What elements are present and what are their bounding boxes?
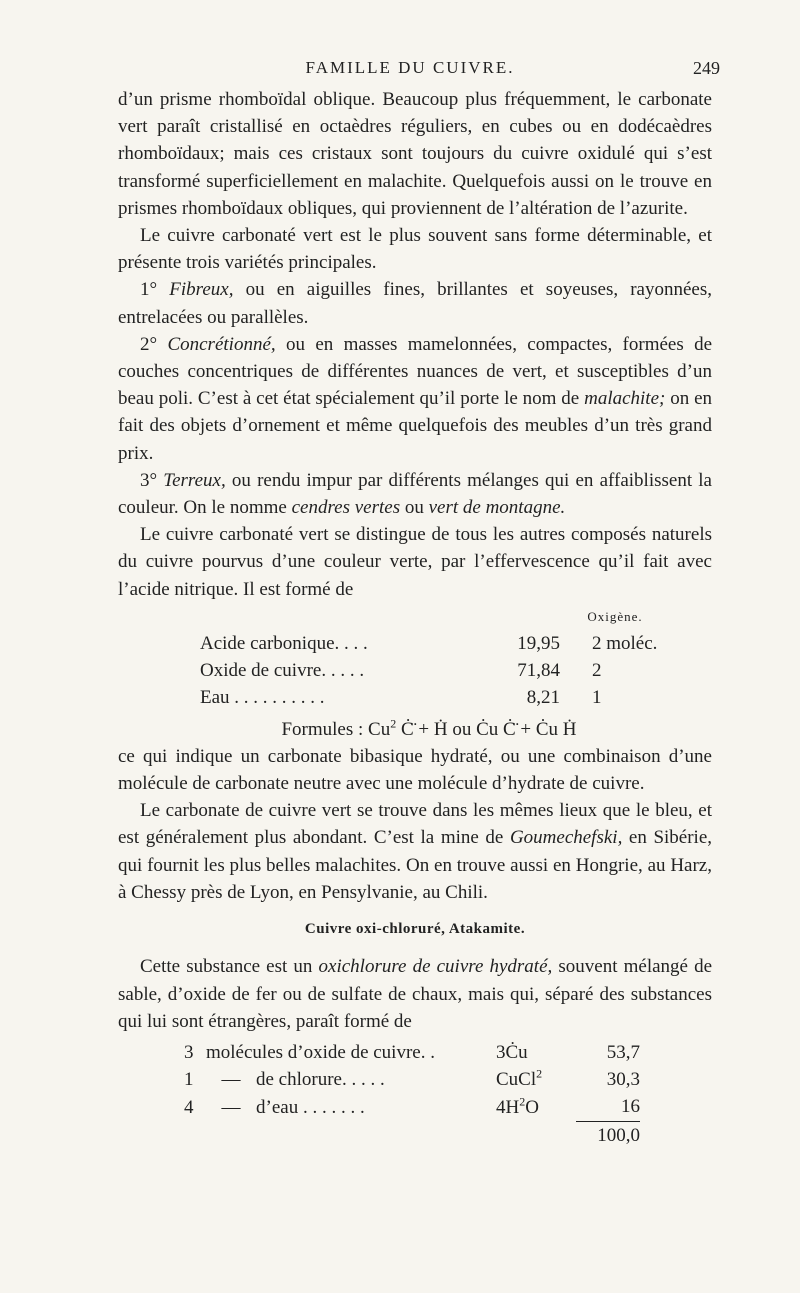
formula-1-superscript: 2 [390,716,397,731]
paragraph-atakamite [118,953,712,1035]
variety-term: Terreux, [163,469,226,491]
paragraph-localities [118,797,712,906]
variety-text: ou en masses mamelonnées, compactes, formées de couches concentriques de différentes nuances de vert, et susceptibles d’un beau poli. C’est à cet état spécialement qu’il porte le nom de [118,333,713,410]
table-row [184,1093,640,1121]
row-formula: CuCl$^2$ [496,1066,543,1091]
paragraph-terreux [118,467,712,521]
atakamite-term: oxichlorure de cuivre hydraté, [318,956,553,978]
component-oxygen: 2 moléc. [592,633,658,655]
variety-text: ou en aiguilles fines, brillantes et soyeuses, rayonnées, entrelacées ou parallèles. [118,279,713,328]
ditto-dash: — [221,1069,241,1091]
item-number: 1° [140,279,158,301]
malachite-term: malachite; [584,388,666,410]
component-oxygen: 2 [592,660,602,682]
formula-superscript: 2 [519,1094,526,1109]
localities-text: Le carbonate de cuivre vert se trouve dans les mêmes lieux que le bleu, et est généralement plus abondant. C’est la mine de [118,800,712,849]
page-number: 249 [693,58,720,78]
formula-superscript: 2 [536,1066,543,1081]
vert-de-montagne-term: vert de montagne. [428,497,566,519]
component-value: 8,21 [526,687,560,709]
total-row [184,1121,640,1149]
paragraph-fibreux [118,276,712,330]
running-title: FAMILLE DU CUIVRE. [305,58,515,77]
localities-text-continued: en Sibérie, qui fournit les plus belles malachites. On en trouve aussi en Hongrie, au Harz, à Chessy près de Lyon, en Pensylvanie, au Chili. [118,827,713,903]
body-text [118,86,712,1149]
paragraph-2: Le cuivre carbonaté vert est le plus souvent sans forme déterminable, et présente trois variétés principales. [118,225,712,274]
table-row [184,1039,640,1066]
row-count: 4 [184,1096,194,1118]
conjunction: ou [404,497,424,519]
row-formula: 3Ċu [496,1041,528,1063]
item-number: 3° [140,469,158,491]
paragraph-concretionne [118,331,712,467]
formula-line [118,716,712,743]
oxygen-column-header: Oxigène. [587,608,643,624]
component-value: 71,84 [517,660,560,682]
component-oxygen: 1 [592,687,602,709]
row-formula: $4H^2O$ [496,1094,539,1118]
row-count: 1 [184,1069,194,1091]
table-row [200,630,670,657]
formula-label: Formules : [281,718,364,740]
row-name: de chlorure. . . . . [256,1069,385,1091]
ditto-dash: — [221,1096,241,1118]
total-value: 100,0 [576,1121,640,1149]
formula-or: ou [452,718,472,740]
page-header [110,58,720,82]
formula-1: Cu [368,718,391,740]
cendres-vertes-term: cendres vertes [291,497,401,519]
paragraph-distinction: Le cuivre carbonaté vert se distingue de tous les autres composés naturels du cuivre pourvus d’une couleur verte, par l’effervescence qu’il fait avec l’acide nitrique. Il est formé de [118,524,712,600]
item-number: 2° [140,333,158,355]
table-row [200,657,670,684]
row-count: 3 [184,1041,194,1063]
formula-2: Ċu Ċ̈ + Ċu Ḣ [476,718,577,740]
row-name: d’eau . . . . . . . [256,1096,365,1118]
row-value: 53,7 [606,1041,640,1063]
component-name: Oxide de cuivre. . . . . [200,660,365,682]
atakamite-text-continued: souvent mélangé de sable, d’oxide de fer ou de sulfate de chaux, mais qui, séparé des substances qui lui sont étrangères, paraît formé de [118,956,713,1032]
variety-text: ou rendu impur par différents mélanges qui en affaiblissent la couleur. On le nomme [118,469,712,519]
component-value: 19,95 [517,633,560,655]
row-value: 16 [621,1096,640,1118]
variety-term: Concrétionné, [167,333,276,355]
section-subheading: Cuivre oxi-chloruré, Atakamite. [304,921,526,938]
table-row [184,1066,640,1093]
row-name: molécules d’oxide de cuivre. . [206,1041,435,1063]
atakamite-text: Cette substance est un [140,956,313,978]
atakamite-composition-table [184,1039,640,1149]
variety-term: Fibreux, [169,279,234,301]
variety-text-continued: on en fait des objets d’ornement et même quelquefois des meubles d’un très grand prix. [118,388,713,464]
row-value: 30,3 [606,1069,640,1091]
component-name: Acide carbonique. . . . [200,633,368,655]
formula-1-rest: Ċ̈ + Ḣ [400,718,448,740]
component-name: Eau . . . . . . . . . . [200,687,325,709]
table-row [200,684,670,711]
mine-name: Goumechefski, [509,827,623,849]
paragraph-1: d’un prisme rhomboïdal oblique. Beaucoup plus fréquemment, le carbonate vert paraît cristallisé en octaèdres réguliers, en cubes ou en dodécaèdres rhomboïdaux; mais ces cristaux sont toujours du cuivre oxidulé qui s’est transformé superficiellement en malachite. Quelquefois aussi on le trouve en prismes rhomboïdaux obliques, qui proviennent de l’altération de l’azurite. [118,89,712,219]
paragraph-interpretation: ce qui indique un carbonate bibasique hydraté, ou une combinaison d’une molécule de carbonate neutre avec une molécule d’hydrate de cuivre. [118,745,712,795]
composition-table [200,603,670,712]
